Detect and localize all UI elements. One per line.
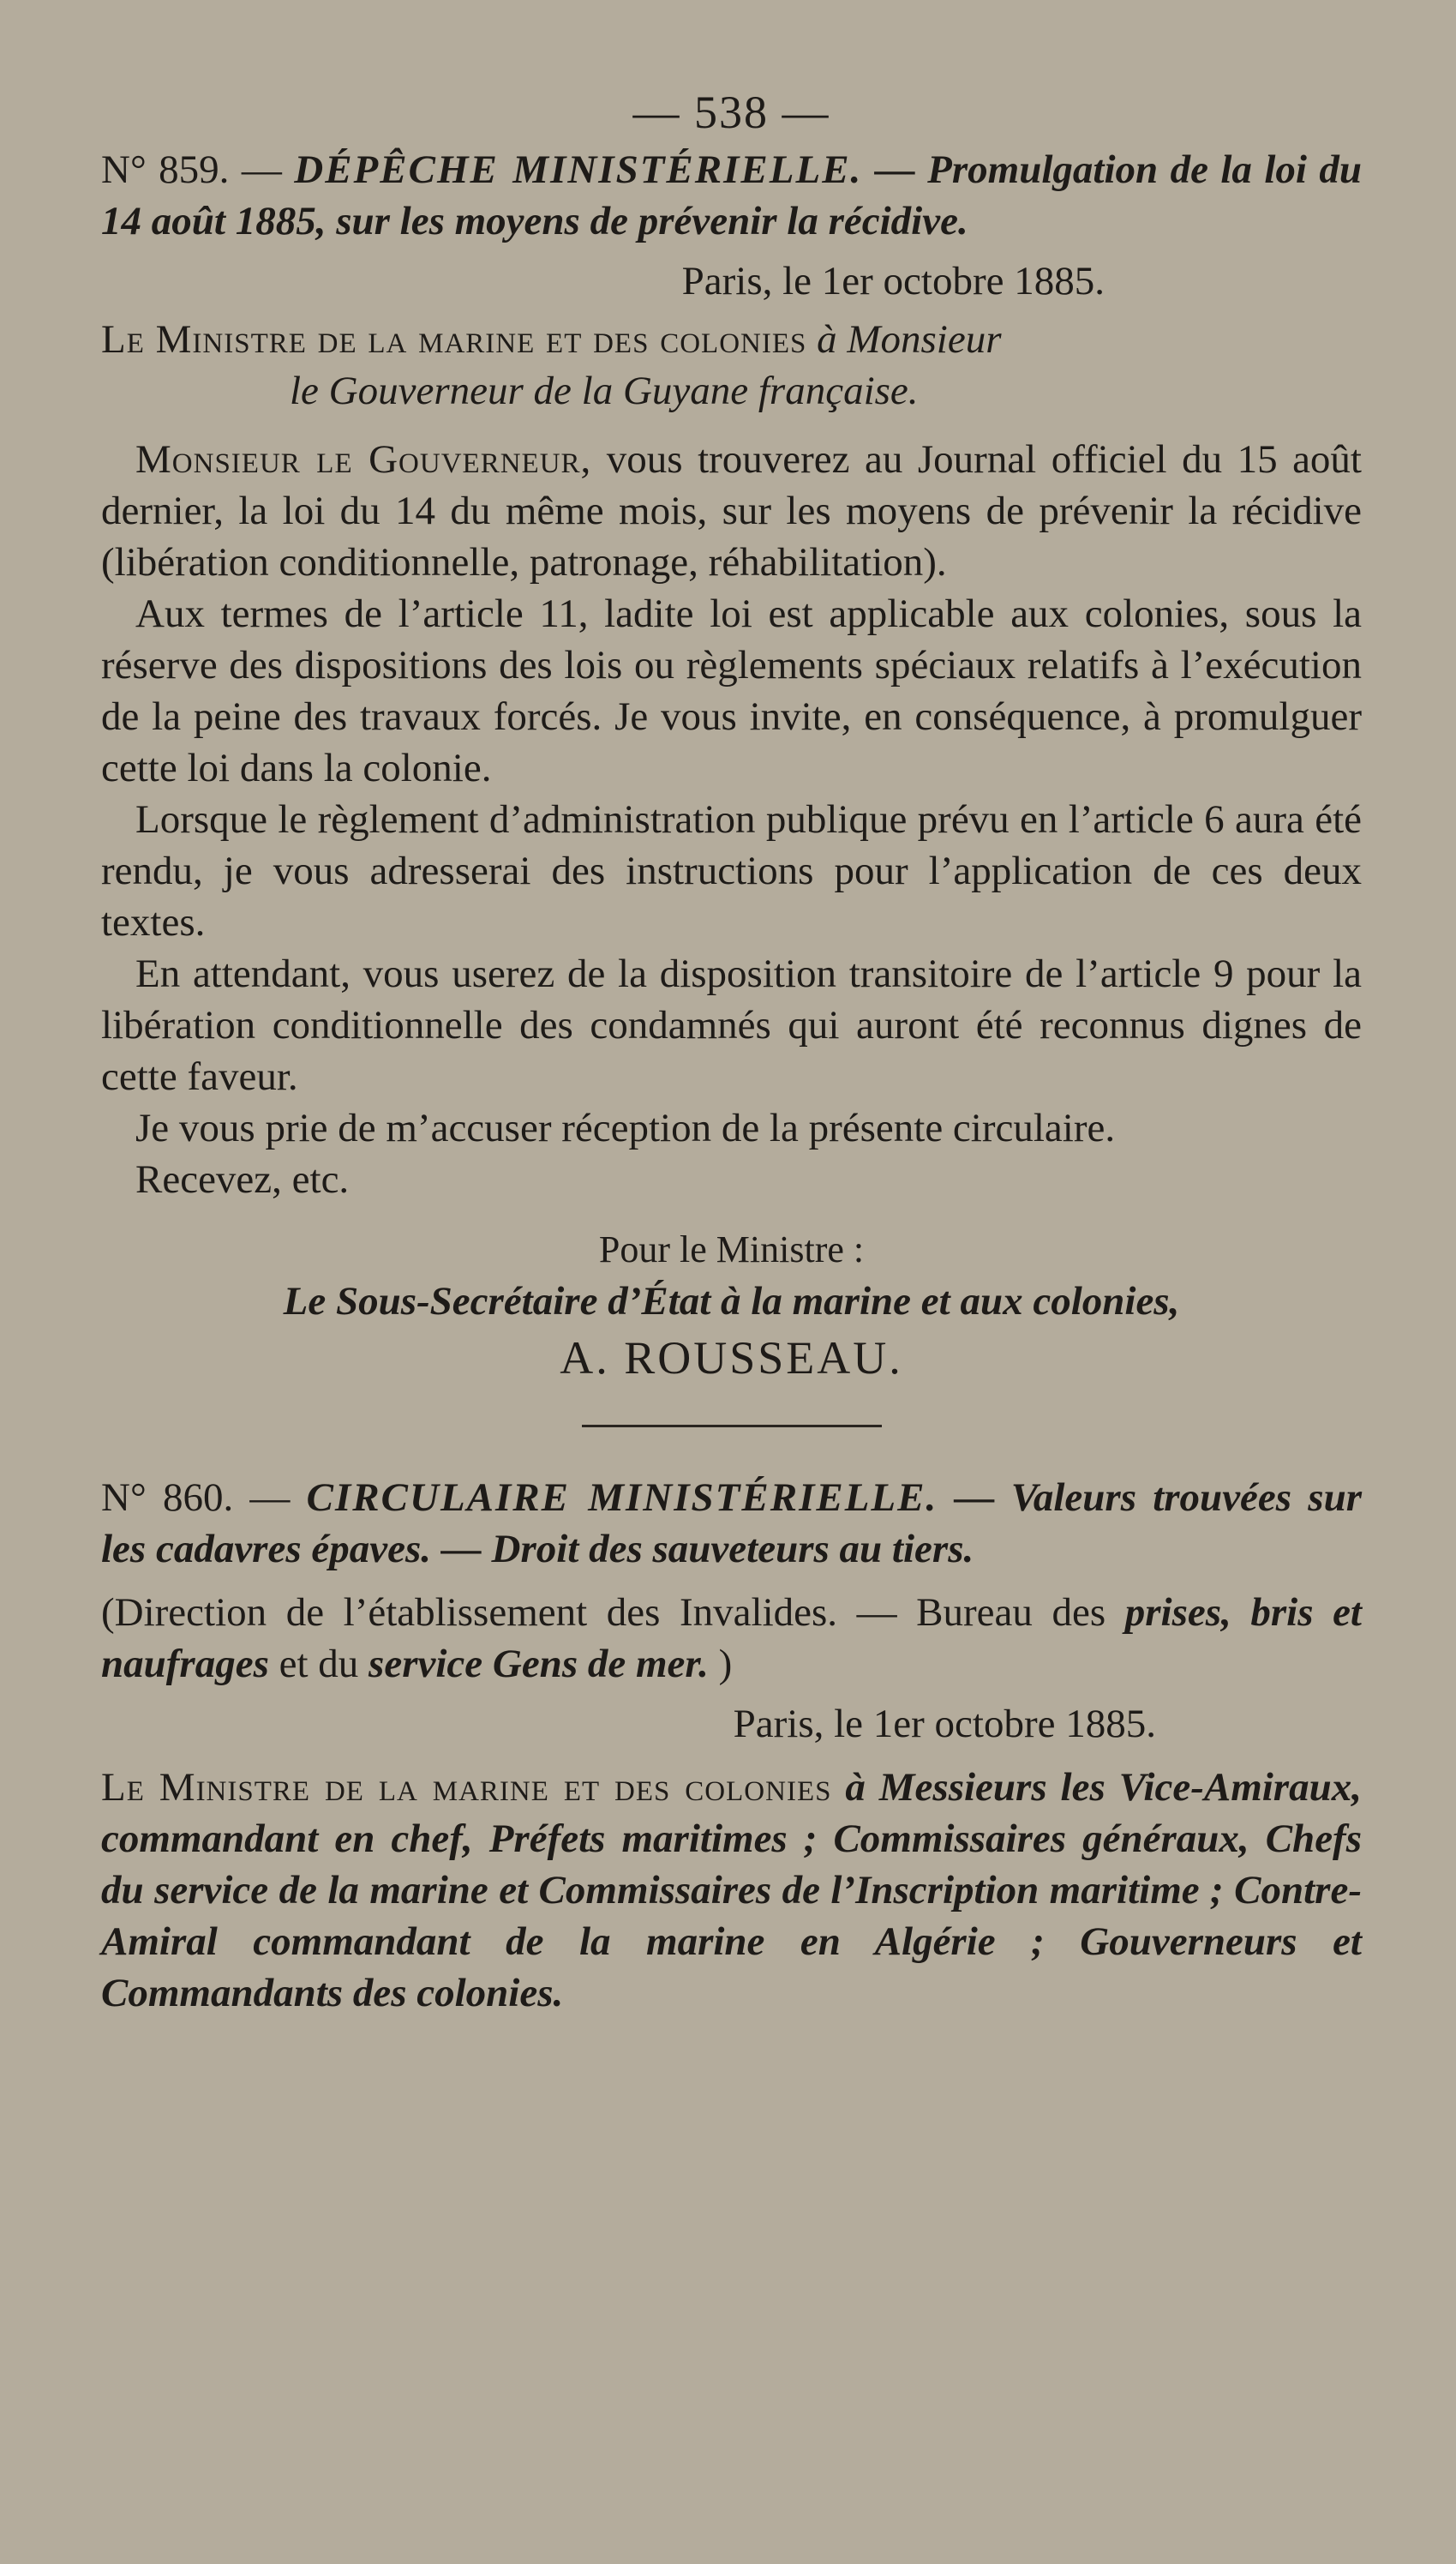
section-divider	[582, 1425, 882, 1427]
doc-859-paragraph-4: En attendant, vous userez de la disposition transitoire de l’article 9 pour la libération conditionnelle des condamnés qui auront été reconnus dignes de cette faveur.	[101, 952, 1362, 1099]
direction-part-e: )	[708, 1642, 733, 1686]
doc-859-dateline: Paris, le 1er octobre 1885.	[681, 259, 1105, 303]
doc-859-signature	[101, 1224, 1362, 1384]
doc-859-paragraph-1-text: vous trouverez au Journal officiel du 15 août dernier, la loi du 14 du même mois, sur les moyens de prévenir la récidive (libération conditionnelle, patronage, réhabilitation).	[101, 437, 1362, 585]
doc-859-paragraph-3: Lorsque le règlement d’administration publique prévu en l’article 6 aura été rendu, je vous adresserai des instructions pour l’application de ces deux textes.	[101, 797, 1362, 945]
direction-part-d: service Gens de mer.	[368, 1642, 709, 1686]
doc-859-paragraph-2: Aux termes de l’article 11, ladite loi est applicable aux colonies, sous la réserve des dispositions des lois ou règlements spéciaux relatifs à l’exécution de la peine des travaux forcés. Je vous invite, en conséquence, à promulguer cette loi dans la colonie.	[101, 591, 1362, 790]
doc-859-paragraph-6: Recevez, etc.	[135, 1157, 350, 1202]
doc-859-addr-to: à Monsieur	[817, 317, 1002, 362]
direction-part-a: (Direction de l’établissement des Invalides. — Bureau des	[101, 1590, 1106, 1635]
doc-859-paragraph-1	[101, 434, 1362, 588]
signature-name: A. ROUSSEAU.	[560, 1332, 903, 1384]
doc-859-kind: DÉPÊCHE MINISTÉRIELLE.	[294, 147, 863, 192]
doc-859-salutation: Monsieur le Gouverneur,	[135, 437, 592, 482]
doc-859-recipient: le Gouverneur de la Guyane française.	[290, 369, 919, 413]
doc-859-number: N° 859. —	[101, 147, 282, 192]
doc-860-title	[101, 1472, 1362, 1575]
signature-title: Le Sous-Secrétaire d’État à la marine et aux colonies,	[283, 1279, 1180, 1324]
direction-part-c: et du	[268, 1642, 369, 1686]
doc-859-address	[101, 314, 1362, 417]
doc-860-dateline: Paris, le 1er octobre 1885.	[733, 1702, 1156, 1746]
doc-860-direction	[101, 1587, 1362, 1690]
signature-for-minister: Pour le Ministre :	[598, 1228, 865, 1270]
page-number: — 538 —	[632, 87, 830, 138]
direction-part-b: prises, bris et naufrages	[101, 1590, 1362, 1686]
doc-860-number: N° 860. —	[101, 1475, 291, 1520]
doc-859-paragraph-5: Je vous prie de m’accuser réception de la présente circulaire.	[135, 1106, 1116, 1150]
doc-860-address	[101, 1762, 1362, 2019]
doc-860-kind: CIRCULAIRE MINISTÉRIELLE.	[306, 1475, 938, 1520]
doc-859-title	[101, 144, 1362, 247]
doc-860-subject: — Valeurs trouvées sur les cadavres épaves. — Droit des sauveteurs au tiers.	[101, 1475, 1363, 1571]
doc-860-recipients: à Messieurs les Vice-Amiraux, commandant en chef, Préfets maritimes ; Commissaires généraux, Chefs du service de la marine et Commissaires de l’Inscription maritime ; Contre-Amiral commandant de la marine en Algérie ; Gouverneurs et Commandants des colonies.	[101, 1765, 1362, 2015]
doc-859-sender: Le Ministre de la marine et des colonies	[101, 317, 807, 362]
doc-860-sender: Le Ministre de la marine et des colonies	[101, 1765, 832, 1810]
doc-859-subject: — Promulgation de la loi du 14 août 1885, sur les moyens de prévenir la récidive.	[101, 147, 1362, 243]
